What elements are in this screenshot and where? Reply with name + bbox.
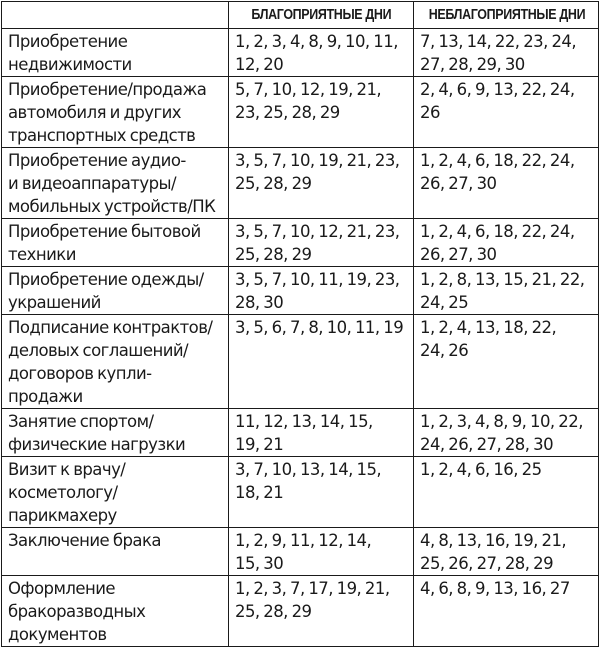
- cell-text-line: недвижимости: [8, 55, 132, 74]
- unfavorable-days-cell: [414, 29, 599, 77]
- cell-text-line: 25, 28, 29: [235, 174, 312, 193]
- table-row: [2, 457, 599, 528]
- cell-text-line: техники: [8, 245, 76, 264]
- cell-text-line: 5, 7, 10, 12, 19, 21,: [235, 80, 382, 99]
- cell-text-line: 25, 28, 29: [235, 602, 312, 621]
- cell-text-line: 25, 26, 27, 28, 29: [420, 554, 554, 573]
- activity-cell: [2, 457, 229, 528]
- favorable-days-cell: [229, 576, 414, 647]
- cell-text-line: 1, 2, 9, 11, 12, 14,: [235, 531, 372, 550]
- unfavorable-days-cell: [414, 267, 599, 315]
- cell-text-line: 27, 28, 29, 30: [420, 55, 525, 74]
- cell-text-line: 1, 2, 4, 13, 18, 22,: [420, 318, 557, 337]
- cell-text-line: 15, 30: [235, 554, 284, 573]
- header-unfavorable-days: НЕБЛАГОПРИЯТНЫЕ ДНИ: [414, 2, 599, 29]
- cell-text-line: бракоразводных: [8, 602, 146, 621]
- cell-text-line: 19, 21: [235, 435, 284, 454]
- unfavorable-days-cell: [414, 77, 599, 148]
- table-row: [2, 219, 599, 267]
- table-row: [2, 576, 599, 647]
- cell-text-line: 25, 28, 29: [235, 245, 312, 264]
- unfavorable-days-cell: [414, 409, 599, 457]
- favorable-days-cell: [229, 315, 414, 409]
- header-activity: [2, 2, 229, 29]
- cell-text-line: 7, 13, 14, 22, 23, 24,: [420, 32, 577, 51]
- favorable-days-cell: [229, 29, 414, 77]
- cell-text-line: 24, 25: [420, 293, 469, 312]
- cell-text-line: Приобретение одежды/: [8, 270, 204, 289]
- cell-text-line: и видеоаппаратуры/: [8, 174, 176, 193]
- activity-cell: [2, 77, 229, 148]
- cell-text-line: 26, 27, 30: [420, 174, 497, 193]
- table-row: [2, 409, 599, 457]
- activity-cell: [2, 528, 229, 576]
- table-row: [2, 29, 599, 77]
- cell-text-line: Оформление: [8, 579, 115, 598]
- activity-cell: [2, 267, 229, 315]
- cell-text-line: физические нагрузки: [8, 435, 186, 454]
- activity-cell: [2, 315, 229, 409]
- cell-text-line: 1, 2, 4, 6, 16, 25: [420, 460, 542, 479]
- table-row: [2, 315, 599, 409]
- cell-text-line: Занятие спортом/: [8, 412, 154, 431]
- favorable-days-cell: [229, 457, 414, 528]
- cell-text-line: договоров купли-: [8, 364, 152, 383]
- activity-cell: [2, 29, 229, 77]
- cell-text-line: Приобретение аудио-: [8, 151, 186, 170]
- cell-text-line: косметологу/: [8, 483, 118, 502]
- cell-text-line: 1, 2, 4, 6, 18, 22, 24,: [420, 222, 575, 241]
- cell-text-line: 11, 12, 13, 14, 15,: [235, 412, 373, 431]
- table-row: [2, 528, 599, 576]
- cell-text-line: 1, 2, 8, 13, 15, 21, 22,: [420, 270, 585, 289]
- cell-text-line: 3, 7, 10, 13, 14, 15,: [235, 460, 382, 479]
- cell-text-line: 1, 2, 3, 4, 8, 9, 10, 11,: [235, 32, 398, 51]
- cell-text-line: 3, 5, 7, 10, 19, 21, 23,: [235, 151, 400, 170]
- cell-text-line: продажи: [8, 387, 83, 406]
- cell-text-line: Визит к врачу/: [8, 460, 126, 479]
- favorable-days-cell: [229, 219, 414, 267]
- favorable-days-cell: [229, 148, 414, 219]
- favorable-days-table: [1, 1, 599, 647]
- cell-text-line: украшений: [8, 293, 101, 312]
- table-row: [2, 77, 599, 148]
- unfavorable-days-cell: [414, 457, 599, 528]
- cell-text-line: парикмахеру: [8, 506, 117, 525]
- cell-text-line: Приобретение бытовой: [8, 222, 201, 241]
- cell-text-line: автомобиля и других: [8, 103, 182, 122]
- header-row: [2, 2, 599, 29]
- favorable-days-cell: [229, 267, 414, 315]
- favorable-days-cell: [229, 528, 414, 576]
- cell-text-line: 12, 20: [235, 55, 284, 74]
- unfavorable-days-cell: [414, 219, 599, 267]
- cell-text-line: 26: [420, 103, 440, 122]
- activity-cell: [2, 148, 229, 219]
- cell-text-line: 24, 26: [420, 341, 469, 360]
- activity-cell: [2, 576, 229, 647]
- cell-text-line: 1, 2, 3, 4, 8, 9, 10, 22,: [420, 412, 583, 431]
- table-row: [2, 148, 599, 219]
- cell-text-line: Подписание контрактов/: [8, 318, 213, 337]
- cell-text-line: деловых соглашений/: [8, 341, 189, 360]
- table-row: [2, 267, 599, 315]
- cell-text-line: 1, 2, 4, 6, 18, 22, 24,: [420, 151, 575, 170]
- cell-text-line: Приобретение: [8, 32, 128, 51]
- favorable-days-cell: [229, 409, 414, 457]
- cell-text-line: 18, 21: [235, 483, 284, 502]
- cell-text-line: Заключение брака: [8, 531, 161, 550]
- unfavorable-days-cell: [414, 528, 599, 576]
- favorable-days-cell: [229, 77, 414, 148]
- cell-text-line: 28, 30: [235, 293, 284, 312]
- cell-text-line: документов: [8, 625, 107, 644]
- cell-text-line: 26, 27, 30: [420, 245, 497, 264]
- unfavorable-days-cell: [414, 148, 599, 219]
- cell-text-line: 4, 8, 13, 16, 19, 21,: [420, 531, 567, 550]
- header-favorable-days: БЛАГОПРИЯТНЫЕ ДНИ: [229, 2, 414, 29]
- cell-text-line: транспортных средств: [8, 126, 196, 145]
- cell-text-line: 3, 5, 7, 10, 12, 21, 23,: [235, 222, 400, 241]
- cell-text-line: 1, 2, 3, 7, 17, 19, 21,: [235, 579, 390, 598]
- cell-text-line: 3, 5, 7, 10, 11, 19, 23,: [235, 270, 400, 289]
- unfavorable-days-cell: [414, 315, 599, 409]
- cell-text-line: 2, 4, 6, 9, 13, 22, 24,: [420, 80, 575, 99]
- unfavorable-days-cell: [414, 576, 599, 647]
- cell-text-line: мобильных устройств/ПК: [8, 197, 216, 216]
- activity-cell: [2, 219, 229, 267]
- cell-text-line: Приобретение/продажа: [8, 80, 207, 99]
- cell-text-line: 4, 6, 8, 9, 13, 16, 27: [420, 579, 570, 598]
- cell-text-line: 23, 25, 28, 29: [235, 103, 340, 122]
- cell-text-line: 24, 26, 27, 28, 30: [420, 435, 554, 454]
- activity-cell: [2, 409, 229, 457]
- cell-text-line: 3, 5, 6, 7, 8, 10, 11, 19: [235, 318, 404, 337]
